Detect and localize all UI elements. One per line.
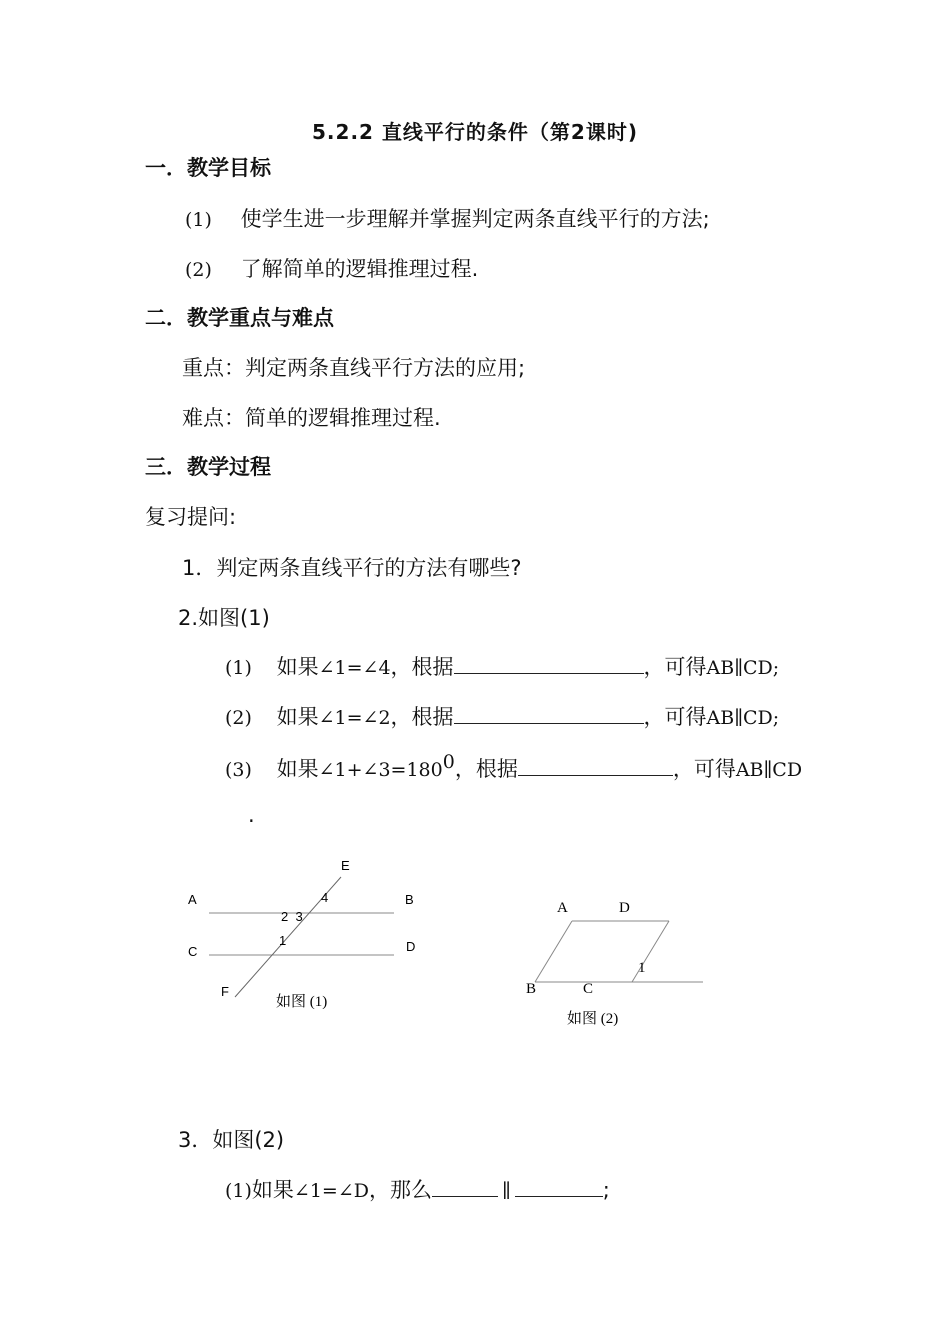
objective-item (185, 203, 710, 233)
item-prefix: 如果 (276, 705, 319, 729)
answer-blank[interactable] (515, 1178, 603, 1197)
conclusion: AB∥CD; (706, 657, 780, 679)
item-end: ; (602, 1178, 610, 1202)
item-prefix: 如果 (251, 1178, 294, 1202)
item-prefix: 如果 (276, 655, 319, 679)
section-objectives-heading: 一．教学目标 (145, 156, 271, 180)
item-middle: ，根据 (454, 757, 518, 781)
q2-item-1 (225, 651, 779, 681)
objective-text: 了解简单的逻辑推理过程. (240, 257, 479, 281)
answer-blank[interactable] (518, 757, 673, 776)
question-3: 3．如图(2) (178, 1128, 285, 1152)
question-1: 1．判定两条直线平行的方法有哪些? (182, 556, 522, 580)
figure-2 (515, 890, 715, 1040)
figure-1 (175, 850, 435, 1020)
item-prefix: 如果 (276, 757, 319, 781)
label-a: A (188, 892, 197, 907)
key-point: 重点：判定两条直线平行方法的应用; (182, 356, 526, 380)
item-number: (1) (225, 657, 252, 679)
trailing-period: . (248, 803, 255, 827)
item-number: (3) (225, 759, 252, 781)
label-e: E (341, 858, 350, 873)
angle-condition: ∠1=∠2 (318, 707, 391, 729)
label-d: D (619, 900, 630, 916)
label-f: F (221, 984, 229, 999)
label-c: C (583, 981, 594, 997)
answer-blank[interactable] (432, 1178, 498, 1197)
label-b: B (405, 892, 414, 907)
item-post: ，可得 (672, 757, 736, 781)
conclusion: AB∥CD; (706, 707, 780, 729)
figure-1-caption: 如图 (1) (276, 994, 328, 1010)
objective-text: 使学生进一步理解并掌握判定两条直线平行的方法; (240, 207, 710, 231)
angle-condition: ∠1+∠3=180 (318, 759, 443, 781)
q3-item-1 (225, 1174, 610, 1204)
label-d: D (406, 939, 416, 954)
label-c: C (188, 944, 198, 959)
angle-condition: ∠1=∠4 (318, 657, 391, 679)
item-middle: ，根据 (390, 655, 454, 679)
q2-item-2 (225, 701, 779, 731)
angle-condition: ∠1=∠D (293, 1180, 370, 1202)
answer-blank[interactable] (454, 705, 644, 724)
degree-superscript: 0 (442, 751, 455, 773)
section-keypoints-heading: 二．教学重点与难点 (145, 306, 334, 330)
objective-number: (2) (185, 259, 212, 281)
item-post: ，可得 (643, 705, 707, 729)
question-2: 2.如图(1) (178, 606, 270, 630)
figure-2-caption: 如图 (2) (567, 1011, 619, 1027)
section-process-heading: 三．教学过程 (145, 455, 271, 479)
conclusion: AB∥CD (735, 759, 803, 781)
angle-4-label: 4 (321, 890, 329, 905)
review-label: 复习提问: (145, 505, 237, 529)
q2-item-3 (225, 751, 802, 783)
segment-ab (535, 921, 572, 982)
page-title: 5.2.2 直线平行的条件（第2课时) (312, 120, 638, 144)
angle-1-label: 1 (279, 933, 287, 948)
angle-1-label: 1 (638, 960, 646, 976)
answer-blank[interactable] (454, 655, 644, 674)
label-a: A (557, 900, 568, 916)
item-middle: ，根据 (390, 705, 454, 729)
item-number: (2) (225, 707, 252, 729)
angle-2-3-label: 2 3 (281, 909, 303, 924)
item-number: (1) (225, 1180, 252, 1202)
item-post: ，可得 (643, 655, 707, 679)
label-b: B (526, 981, 537, 997)
objective-item (185, 253, 478, 283)
difficult-point: 难点：简单的逻辑推理过程. (182, 406, 441, 430)
parallel-symbol: ∥ (502, 1180, 511, 1202)
item-middle: ，那么 (369, 1178, 433, 1202)
objective-number: (1) (185, 209, 212, 231)
